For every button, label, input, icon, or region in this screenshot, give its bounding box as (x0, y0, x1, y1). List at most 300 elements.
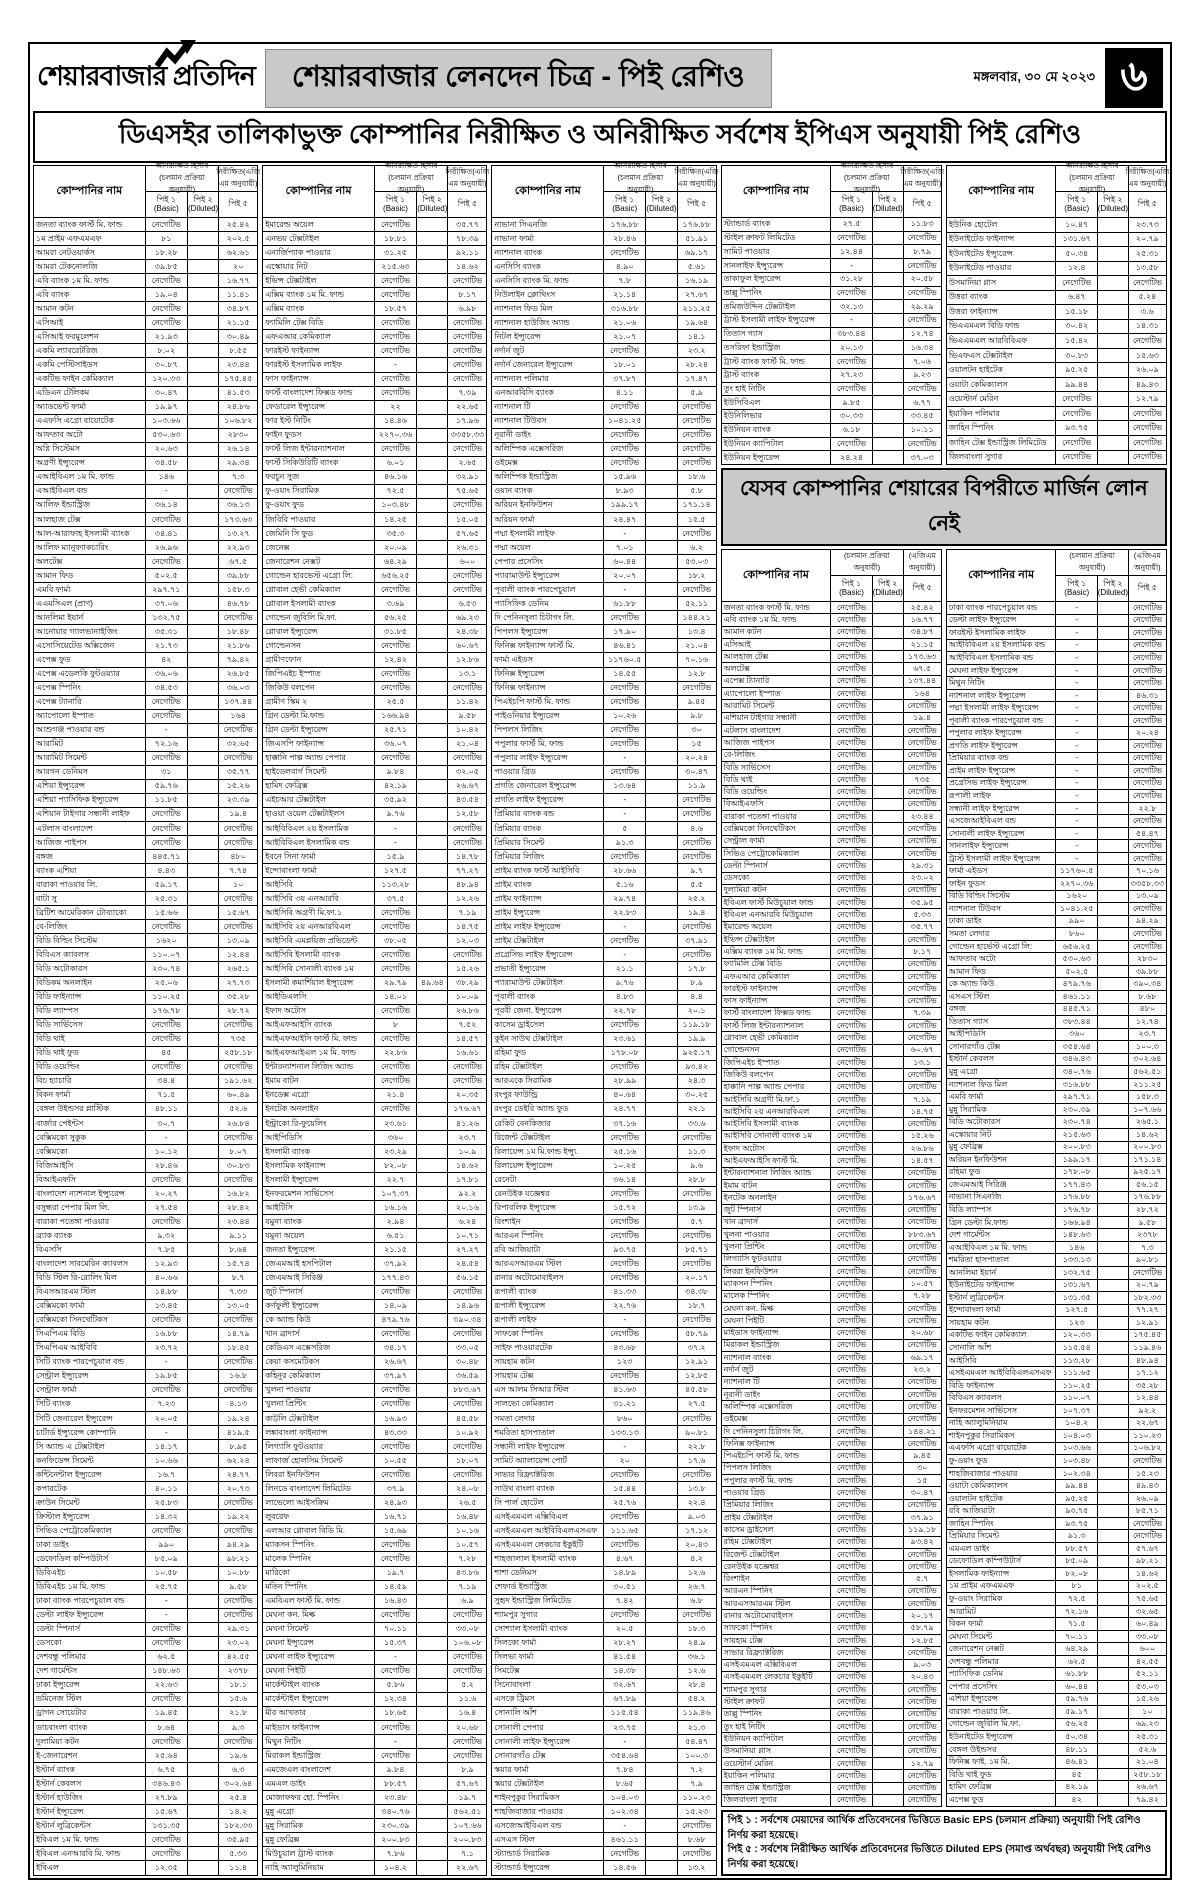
pe5-cell: ৩৫.৭৭ (226, 767, 250, 777)
table-row (34, 1665, 257, 1679)
table-row (34, 569, 257, 583)
pe1-cell: নেগেটিভ (375, 1384, 417, 1397)
pe1-cell: ১১১.৬৫ (604, 1524, 646, 1537)
table-row (492, 1651, 715, 1665)
pe1-cell: ২৪.২৪ (831, 451, 873, 464)
pe1-cell: নেগেটিভ (831, 1684, 873, 1695)
pe1-cell: নেগেটিভ (831, 873, 873, 884)
pe2-cell (1098, 1744, 1129, 1756)
pe2-cell (1098, 840, 1129, 852)
pe-table-column-2 (262, 160, 490, 1876)
pe2-cell (417, 653, 448, 666)
table-row (947, 1066, 1166, 1079)
table-row (492, 1286, 715, 1300)
pe1-cell: নেগেটিভ (375, 1005, 417, 1018)
pe1-cell: ৩৪৬.৪৩ (1056, 1054, 1098, 1066)
pe2-cell (188, 1510, 219, 1523)
table-row (722, 1500, 941, 1512)
pe5-header: পিই ৫ (686, 199, 707, 209)
pe5-cell: ১৩.০৫ (226, 1301, 250, 1311)
pe2-cell (873, 1217, 904, 1228)
company-name-cell: আলহাজ টেক্স (34, 513, 146, 526)
company-name-cell: সমতা লেদার (947, 928, 1057, 940)
pe2-cell (1098, 1142, 1129, 1154)
pe2-cell (646, 1847, 677, 1860)
pe2-cell: ৪৯.৬৪ (417, 977, 448, 990)
pe1-cell: ১২০.৩৩ (146, 373, 188, 386)
pe1-cell: নেগেটিভ (831, 1241, 873, 1252)
pe1-cell: ৯.৭৬ (604, 977, 646, 990)
pe5-cell: ১৯.৬ (229, 1750, 248, 1760)
company-name-cell: এএফসি এগ্রো বায়োটেক (34, 415, 146, 428)
pe5-cell: ২৭.৭৩ (226, 978, 250, 988)
pe2-header: পিই ২ (Diluted) (188, 192, 219, 217)
company-name-cell: এসোসিয়েটেড অক্সিজেন (34, 639, 146, 652)
table-row (263, 934, 486, 948)
pe1-cell: নেগেটিভ (375, 1328, 417, 1341)
pe2-cell (873, 451, 904, 464)
pe1-cell: ১১৫.৫৪ (604, 1707, 646, 1720)
company-name-cell: পদ্মা অয়েল (492, 541, 604, 554)
company-name-cell: লিনডে বাংলাদেশ লিমিটেড (263, 1482, 375, 1495)
company-name-cell: বেঙ্গল উইন্ডসর প্লাস্টিক (34, 1103, 146, 1116)
pe2-cell (873, 639, 904, 650)
pe2-cell (873, 1721, 904, 1732)
pe2-cell (1098, 1643, 1129, 1655)
pe1-cell: ১৮.৬৫ (375, 1707, 417, 1720)
pe1-cell: নেগেটিভ (146, 1623, 188, 1636)
table-row (34, 639, 257, 653)
pe2-cell (1098, 702, 1129, 714)
company-name-cell: পদ্মা ইসলামী লাইফ (492, 527, 604, 540)
pe2-cell (188, 1637, 219, 1650)
pe5-cell: ৩৫.৯৫ (910, 897, 934, 907)
pe1-cell: - (146, 485, 188, 498)
table-row (34, 1833, 257, 1847)
company-name-cell: একমি পেস্টিসাইডস (34, 358, 146, 371)
table-row (263, 836, 486, 850)
pe2-cell (188, 1300, 219, 1313)
pe5-cell: ১২.৮ (687, 669, 706, 679)
table-row (263, 1496, 486, 1510)
pe5-cell: নেগেটিভ (223, 725, 253, 735)
company-name-cell: বিকন ফার্মা (947, 1618, 1057, 1630)
pe5-cell: ১২.৯১ (1135, 1317, 1159, 1327)
company-name-cell: আফতাব অটো (34, 429, 146, 442)
pe1-cell: নেগেটিভ (831, 897, 873, 908)
pe5-cell: ৮.৭৯ (913, 246, 932, 256)
pe1-header: পিই ১ (Basic) (1056, 576, 1098, 601)
pe1-cell: - (831, 259, 873, 272)
pe5-cell: ২১.০৪ (455, 739, 479, 749)
pe5-cell: ৯২৫.১৭ (1133, 1167, 1162, 1177)
table-row (263, 639, 486, 653)
pe2-cell (188, 485, 219, 498)
table-rows (947, 218, 1166, 464)
pe1-cell: ১২.৩৪ (375, 1693, 417, 1706)
pe1-cell: ৪২ (146, 653, 188, 666)
table-row (722, 996, 941, 1008)
pe2-cell (417, 920, 448, 933)
pe1-cell: নেগেটিভ (375, 387, 417, 400)
pe2-cell (873, 1278, 904, 1289)
pe5-cell: ১৬.৭৭ (226, 275, 250, 285)
pe2-cell (188, 387, 219, 400)
pe2-cell (417, 1117, 448, 1130)
pe5-cell: নেগেটিভ (1132, 615, 1162, 625)
pe5-cell: নেগেটিভ (1132, 903, 1162, 913)
pe1-cell: ১৪.৮৯ (604, 1567, 646, 1580)
company-name-cell: স্কয়ার টেক্সটাইল (492, 1777, 604, 1790)
company-name-cell: আমান কটন (34, 302, 146, 315)
pe2-cell (1098, 941, 1129, 953)
company-name-cell: ইস্টার্ন ইন্স্যুরেন্স (34, 1805, 146, 1818)
table-row (34, 710, 257, 724)
table-row (722, 737, 941, 749)
pe2-cell (417, 1075, 448, 1088)
table-row (722, 245, 941, 259)
pe2-cell (646, 710, 677, 723)
pe5-cell: নেগেটিভ (682, 1188, 712, 1198)
pe1-cell: নেগেটিভ (375, 1075, 417, 1088)
pe5-cell: ৭.৩৯ (913, 1008, 932, 1018)
company-name-cell: বিবিএস ক্যাবলস (34, 948, 146, 961)
company-name-cell: শমরিতা হাসপাতাল (947, 1254, 1057, 1266)
company-name-cell: প্রগ্রেসিভ লাইফ ইন্স্যুরেন্স (947, 778, 1057, 790)
table-row (722, 1192, 941, 1204)
company-name-cell: গোল্ডেন হার্ভেস্ট এগ্রো লি: (947, 941, 1057, 953)
table-row (34, 850, 257, 864)
company-name-cell: এডিএন টেলিকম (34, 387, 146, 400)
pe5-cell: ৫৩.০৩ (685, 556, 709, 566)
pe1-cell: ৩৭.৫ (375, 892, 417, 905)
company-name-cell: ডেফোডিল কম্পিউটার্স (34, 1552, 146, 1565)
company-name-cell: ঢাকা ব্যাংক পারপেচুয়াল বন্ড (34, 1595, 146, 1608)
table-row (263, 1623, 486, 1637)
pe2-cell (188, 1370, 219, 1383)
pe1-cell: ১০৩.৬৬ (146, 415, 188, 428)
table-row (34, 1721, 257, 1735)
pe1-cell: ১০৭.৩৭ (1056, 1405, 1098, 1417)
pe1-cell: নেগেটিভ (831, 1364, 873, 1375)
pe1-cell: - (146, 1426, 188, 1439)
pe1-cell: নেগেটিভ (604, 1468, 646, 1481)
pe1-cell: নেগেটিভ (604, 1187, 646, 1200)
pe1-cell: ৩৮৩.৪৪ (1056, 1016, 1098, 1028)
table-row (34, 302, 257, 316)
company-name-cell: রহিম টেক্সটাইল (492, 1061, 604, 1074)
pe1-cell: ৫.৮৬ (375, 1679, 417, 1692)
pe5-cell: ৭.২৮ (458, 1553, 477, 1563)
pe2-cell (188, 1089, 219, 1102)
pe2-cell (188, 1005, 219, 1018)
pe5-cell: ২০ (233, 261, 244, 271)
company-name-cell: বাংলাদেশ সাবমেরিন ক্যাবলস (34, 1257, 146, 1270)
pe5-cell: ২০.৬৮ (910, 1328, 934, 1338)
company-name-cell: এনআরবিসি ব্যাংক (492, 387, 604, 400)
pe1-cell: ৩৫.৩ (375, 527, 417, 540)
company-name-cell: বিডি সার্ভিসেস (722, 762, 832, 773)
company-name-cell: তুং হাই নিটিং (722, 383, 832, 396)
pe5-cell: ১৫৮.৩ (1135, 1092, 1159, 1102)
table-row (947, 790, 1166, 803)
pe2-cell (873, 1340, 904, 1351)
pe5-cell: নেগেটিভ (682, 949, 712, 959)
pe2-header: পিই ২ (Diluted) (1098, 192, 1129, 217)
pe5-cell: নেগেটিভ (452, 374, 482, 384)
table-row (722, 750, 941, 762)
company-name-cell: মাইডাস ফাইন্যান্স (722, 1328, 832, 1339)
company-name-cell: সিলভা ফার্মা (492, 1651, 604, 1664)
pe5-cell: ৫৭.৬৭ (455, 1778, 479, 1788)
pe5-cell: ১৫ (916, 1475, 928, 1485)
pe1-cell: নেগেটিভ (831, 1020, 873, 1031)
pe2-cell (417, 1272, 448, 1285)
company-name-cell: বিডি থাই (34, 1033, 146, 1046)
table-row (947, 1418, 1166, 1431)
table-row (947, 978, 1166, 991)
pe2-cell (417, 1819, 448, 1832)
pe2-cell (417, 232, 448, 245)
pe2-cell (873, 1512, 904, 1523)
company-name-cell: আমরা নেটওয়ার্কস (34, 246, 146, 259)
pe5-cell: নেগেটিভ (682, 1820, 712, 1830)
company-name-cell: খুলনা পাওয়ার (263, 1384, 375, 1397)
pe2-cell (873, 737, 904, 748)
company-name-header: কোম্পানির নাম (947, 166, 1057, 217)
pe5-cell: ২৪.৯ (687, 1638, 706, 1648)
pe1-cell: নেগেটিভ (831, 909, 873, 920)
company-name-cell: হামিদ ফেব্রিক্স (263, 780, 375, 793)
pe1-cell: নেগেটিভ (604, 724, 646, 737)
pe1-cell: নেগেটিভ (146, 1735, 188, 1748)
company-name-cell: শাইনপুকুর সিরামিকস (947, 1430, 1057, 1442)
pe2-cell (873, 651, 904, 662)
table-row (492, 1314, 715, 1328)
table-row (492, 344, 715, 358)
company-name-cell: জেএমআই সিরিঞ্জ (263, 1272, 375, 1285)
company-name-cell: কে অ্যান্ড কিউ (263, 1314, 375, 1327)
table-row (492, 1257, 715, 1271)
table-row (492, 794, 715, 808)
table-row (947, 865, 1166, 878)
pe1-cell: নেগেটিভ (831, 1450, 873, 1461)
table-row (34, 1131, 257, 1145)
pe5-cell: ২২.১ (687, 1104, 706, 1114)
company-name-cell: সোনারগাঁও টেক্স (492, 1749, 604, 1762)
pe1-cell: নেগেটিভ (831, 602, 873, 613)
company-name-cell: শাহজিবাজার পাওয়ার (492, 1805, 604, 1818)
table-row (492, 850, 715, 864)
table-row (947, 778, 1166, 791)
pe1-cell: ১১১.৬৫ (1056, 1367, 1098, 1379)
pe1-cell: ১২.৯৩ (146, 1257, 188, 1270)
pe5-cell: নেগেটিভ (907, 233, 937, 243)
pe1-cell: ৪.৮৩ (604, 991, 646, 1004)
table-row (947, 953, 1166, 966)
pe1-cell: নেগেটিভ (375, 1721, 417, 1734)
pe5-cell: নেগেটিভ (1132, 423, 1162, 433)
pe1-cell: ৮.০২ (146, 344, 188, 357)
table-row (947, 665, 1166, 678)
pe5-cell: নেগেটিভ (682, 1315, 712, 1325)
margin-loan-section-title: যেসব কোম্পানির শেয়ারের বিপরীতে মার্জিন লোন নেই (721, 468, 1167, 546)
table-row (263, 1524, 486, 1538)
table-row (492, 1426, 715, 1440)
company-name-cell: সিমটেক্স (492, 1665, 604, 1678)
pe2-cell (873, 369, 904, 382)
pe2-cell (417, 583, 448, 596)
pe2-cell (1098, 1355, 1129, 1367)
table-row (34, 822, 257, 836)
company-name-cell: বিবিএস ক্যাবলস (947, 1392, 1057, 1404)
company-name-cell: জাহিন স্পিনিং (947, 421, 1057, 435)
company-name-cell: সন্ধানী লাইফ ইন্স্যুরেন্স (947, 803, 1057, 815)
pe1-cell: - (1056, 753, 1098, 765)
table-row (722, 651, 941, 663)
company-name-cell: অলিম্পিক এক্সেসরিজ (722, 1401, 832, 1412)
pe1-cell: ৭.৮৬ (375, 1847, 417, 1860)
table-row (947, 1694, 1166, 1707)
table-row (722, 1450, 941, 1462)
pe1-cell: নেগেটিভ (831, 1377, 873, 1388)
pe1-cell: ২০.১৩ (831, 341, 873, 354)
pe2-cell (188, 1145, 219, 1158)
company-name-cell: প্যাসিফিক ডেনিম (947, 1668, 1057, 1680)
pe5-cell: ২৬.৬৭ (1135, 1782, 1159, 1792)
pe2-cell (873, 1463, 904, 1474)
table-row (263, 892, 486, 906)
pe1-cell: ১১৩.২৮ (375, 878, 417, 891)
table-row (947, 1781, 1166, 1794)
company-name-cell: প্রাইম টেক্সটাইল (492, 934, 604, 947)
company-name-cell: নাভানা সিএনজি (492, 218, 604, 231)
pe5-cell: নেগেটিভ (907, 383, 937, 393)
table-row (492, 738, 715, 752)
table-row (263, 1707, 486, 1721)
pe5-cell: নেগেটিভ (1132, 715, 1162, 725)
company-name-cell: সিভিও পেট্রোকেমিক্যাল (34, 1524, 146, 1537)
pe2-cell (646, 387, 677, 400)
pe2-cell (646, 1173, 677, 1186)
table-row (947, 1154, 1166, 1167)
company-name-cell: বে-লিজিং (722, 750, 832, 761)
pe1-cell: নেগেটিভ (831, 651, 873, 662)
pe1-cell: ৭.৪২ (604, 1595, 646, 1608)
pe2-cell (188, 583, 219, 596)
pe5-cell: নেগেটিভ (907, 1598, 937, 1608)
pe2-cell (1098, 1367, 1129, 1379)
company-name-cell: প্রিমিয়ার লিজিং (492, 850, 604, 863)
company-name-cell: গ্লোবাল ইসলামী ব্যাংক (263, 597, 375, 610)
pe-table-column-5 (946, 160, 1170, 465)
pe2-cell (417, 625, 448, 638)
pe5-cell: নেগেটিভ (907, 787, 937, 797)
company-name-cell: তাল্লু স্পিনিং (722, 287, 832, 300)
pe2-cell (646, 246, 677, 259)
pe5-cell: ৬০.৪৯ (1135, 1619, 1159, 1629)
table-row (492, 1693, 715, 1707)
pe2-cell (873, 1414, 904, 1425)
company-name-cell: তাল্লু স্পিনিং (722, 1709, 832, 1720)
pe1-cell: ৯.৮৪ (375, 766, 417, 779)
pe1-cell: নেগেটিভ (831, 836, 873, 847)
pe5-cell: ১৫.২৬ (455, 964, 479, 973)
table-row (492, 920, 715, 934)
pe1-cell: ৩৬০ (1056, 1029, 1098, 1041)
pe2-cell (188, 794, 219, 807)
pe5-cell: ৬০.৬৭ (910, 1045, 934, 1055)
table-row (492, 1777, 715, 1791)
pe2-cell (417, 1173, 448, 1186)
company-name-cell: নাভানা সিএনজি (947, 1192, 1057, 1204)
pe5-cell: নেগেটিভ (907, 1438, 937, 1448)
pe2-cell (188, 625, 219, 638)
table-row (263, 1538, 486, 1552)
pe5-cell: ৩৯.৮৮ (1135, 966, 1159, 976)
pe2-cell (873, 786, 904, 797)
company-name-cell: বিডি ওয়েল্ডিং (722, 786, 832, 797)
pe5-cell: নেগেটিভ (907, 315, 937, 325)
pe1-cell: নেগেটিভ (146, 218, 188, 231)
pe5-cell: ১৩.১ (913, 1057, 932, 1067)
table-row (722, 1561, 941, 1573)
company-name-cell: আমান ফিড (34, 569, 146, 582)
pe1-cell: ১৭৬.৮৮ (1056, 1192, 1098, 1204)
table-row (263, 1440, 486, 1454)
company-name-cell: সি অ্যান্ড এ টেক্সটাইল (34, 1440, 146, 1453)
pe2-cell (873, 1647, 904, 1658)
pe5-cell: ৩৭.৯১ (685, 935, 709, 945)
pe5-cell: নেগেটিভ (1132, 765, 1162, 775)
pe2-cell (1098, 652, 1129, 664)
pe1-cell: ৬.৫১ (375, 1229, 417, 1242)
table-row (722, 1647, 941, 1659)
pe5-cell: ২৩.৭৩ (1135, 219, 1159, 229)
pe5-cell: নেগেটিভ (907, 1795, 937, 1805)
company-name-cell: আইসিবি অগ্রণী মি.ফা.১ (722, 1094, 832, 1105)
table-row (263, 710, 486, 724)
pe5-cell: ২৫.২ (687, 893, 706, 903)
table-row (947, 991, 1166, 1004)
pe1-cell: ৩২.৬৭ (604, 1679, 646, 1692)
masthead (33, 46, 1167, 110)
pe2-cell (646, 485, 677, 498)
pe1-cell: ৩৪.১৭ (375, 1342, 417, 1355)
company-name-cell: ফার্স্ট লিজ ইন্টারন্যাশনাল (263, 443, 375, 456)
pe1-cell: ১৬.৭ (146, 1468, 188, 1481)
company-name-cell: ইসলামী ব্যাংক (263, 1145, 375, 1158)
pe2-cell (646, 1623, 677, 1636)
right-section (721, 160, 1170, 1876)
pe2-cell (188, 246, 219, 259)
pe1-cell: নেগেটিভ (604, 1019, 646, 1032)
table-row (722, 688, 941, 700)
company-name-cell: ইনডেক্স এগ্রো (263, 1089, 375, 1102)
pe2-cell (417, 962, 448, 975)
pe2-cell (873, 1118, 904, 1129)
table-row (722, 1586, 941, 1598)
pe2-cell (1098, 392, 1129, 406)
pe5-cell: ৩৬.৫৯ (455, 1371, 479, 1381)
pe1-cell: ২১.১ (604, 962, 646, 975)
pe-table-column-1 (33, 160, 261, 1876)
pe5-cell: ১০.৫৭ (910, 1278, 934, 1288)
pe2-cell (188, 1103, 219, 1116)
company-name-cell: ফারইস্ট ইসলামিক লাইফ (947, 627, 1057, 639)
table-row (722, 1118, 941, 1130)
pe1-cell: ২২.৮৬ (375, 1047, 417, 1060)
